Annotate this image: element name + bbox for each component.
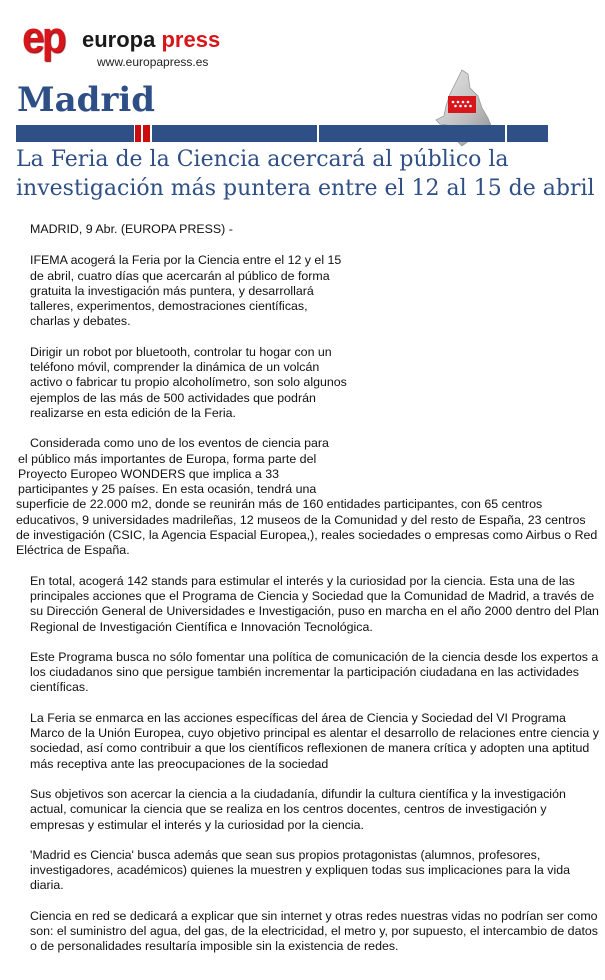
banner-bar-segment: [507, 125, 548, 142]
brand-url[interactable]: www.europapress.es: [97, 55, 209, 69]
article-paragraph: 'Madrid es Ciencia' busca además que sean sus propios protagonistas (alumnos, profesores, investigadores, académicos) quienes la muestren y expliquen todas sus implicaciones para la vida diaria.: [30, 847, 570, 893]
banner-bar-segment: [319, 125, 505, 142]
masthead: [0, 0, 605, 150]
brand-name[interactable]: [82, 28, 220, 52]
banner-red-block: [135, 125, 141, 142]
article-line: Proyecto Europeo WONDERS que implica a 33: [18, 466, 280, 481]
article-body: [16, 222, 601, 970]
article-paragraph: Dirigir un robot por bluetooth, controlar tu hogar con un teléfono móvil, comprender la dinámica de un volcán activo o fabricar tu propio alcoholímetro, son solo algunos ejemplos de las más de 500 actividades que podrán realizarse en esta edición de la Feria.: [30, 344, 347, 420]
article-dateline: MADRID, 9 Abr. (EUROPA PRESS) -: [30, 222, 233, 236]
article-line: el público más importantes de Europa, forma parte del: [18, 451, 317, 466]
article-paragraph: Sus objetivos son acercar la ciencia a la ciudadanía, difundir la cultura científica y la investigación actual, comunicar la ciencia que se realiza en los centros docentes, centros de investigación y empresas y estimular el interés y la curiosidad por la ciencia.: [30, 786, 566, 832]
section-title: Madrid: [17, 80, 156, 120]
article-paragraph: Este Programa busca no sólo fomentar una política de comunicación de la ciencia desde los expertos a los ciudadanos sino que persigue también incrementar la participación ciudadana en las actividades científicas.: [30, 649, 599, 695]
article-paragraph: IFEMA acogerá la Feria por la Ciencia entre el 12 y el 15 de abril, cuatro días que acercarán al público de forma gratuita la investigación más puntera, y desarrollará talleres, experimentos, demostraciones científicas, charlas y debates.: [30, 253, 342, 329]
banner-red-block: [143, 125, 150, 142]
article-paragraph: La Feria se enmarca en las acciones específicas del área de Ciencia y Sociedad del VI Programa Marco de la Unión Europea, cuyo objetivo principal es alentar el desarrollo de relaciones entre ciencia y sociedad, así como contribuir a que los científicos reflexionen de manera crítica y adopten una aptitud más receptiva ante las preocupaciones de la sociedad: [30, 710, 599, 771]
banner-bar-segment: [152, 125, 317, 142]
europa-press-logo[interactable]: ep: [22, 13, 64, 62]
article-line: superficie de 22.000 m2, donde se reunirán más de 160 entidades participantes, con 65 centros educativos, 9 universidades madrileñas, 12 museos de la Comunidad y del resto de España, 23 centros de investigación (CSIC, la Agencia Espacial Europea,), reales sociedades o empresas como Airbus o Red Eléctrica de España.: [16, 497, 598, 558]
madrid-flag-icon: [448, 96, 476, 113]
article-paragraph: Ciencia en red se dedicará a explicar que sin internet y otras redes nuestras vidas no podrían ser como son: el suministro del agua, del gas, de la electricidad, el metro y, por supuesto, el intercambio de datos o de personalidades resultaría imposible sin la existencia de redes.: [30, 908, 598, 954]
brand-word-press: press: [161, 27, 221, 52]
article-line: participantes y 25 países. En esta ocasión, tendrá una: [18, 482, 317, 497]
banner-bar-segment: [16, 125, 134, 142]
article-paragraph: En total, acogerá 142 stands para estimular el interés y la curiosidad por la ciencia. Esta una de las principales acciones que el Programa de Ciencia y Sociedad que la Comunidad de Madrid, a través de su Dirección General de Universidades e Investigación, puso en marcha en el año 2000 dentro del Plan Regional de Investigación Científica e Innovación Tecnológica.: [30, 573, 599, 634]
brand-word-europa: europa: [82, 27, 156, 52]
article-line: Considerada como uno de los eventos de ciencia para: [30, 436, 329, 451]
article-paragraph: [16, 436, 601, 558]
article-headline: La Feria de la Ciencia acercará al público la investigación más puntera entre el 12 al 15 de abril: [16, 147, 595, 201]
